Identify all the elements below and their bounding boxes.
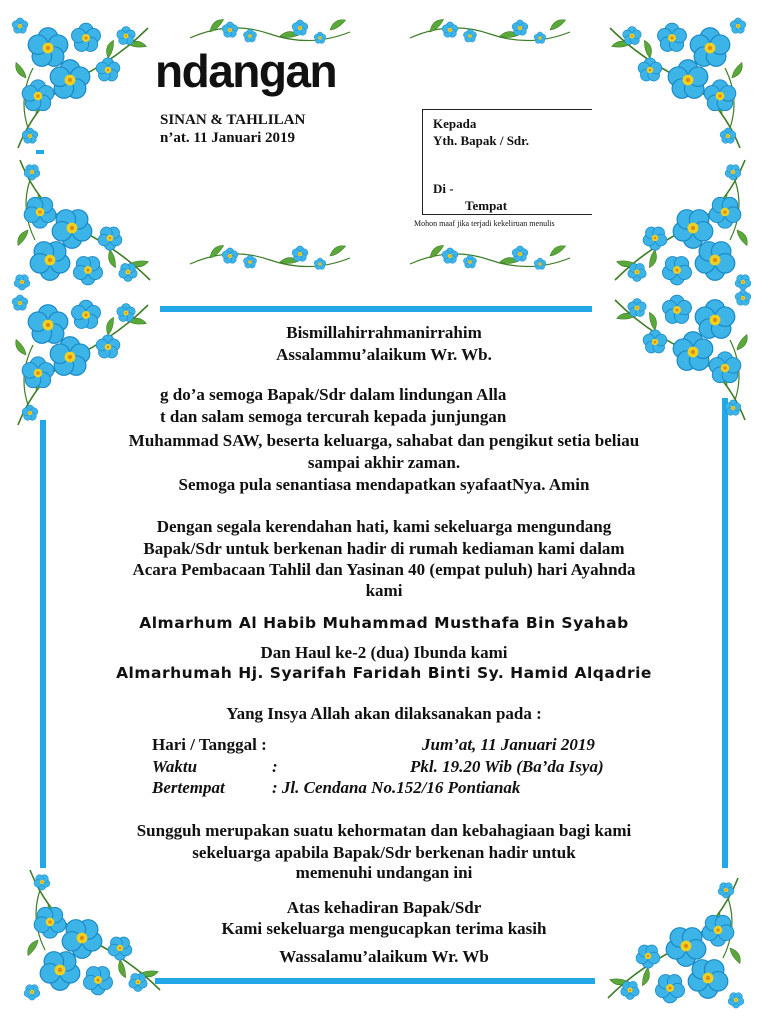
- address-at: Di -: [433, 181, 454, 196]
- closing-salam: Wassalamu’alaikum Wr. Wb: [279, 947, 489, 966]
- event-date-subtitle: n’at. 11 Januari 2019: [160, 130, 296, 146]
- flower-cluster-top-right: [600, 8, 750, 158]
- invitation-line-2: Bapak/Sdr untuk berkenan hadir di rumah kediaman kami dalam: [143, 539, 625, 558]
- day-value: Jum’at, 11 Januari 2019: [422, 735, 595, 754]
- event-subtitle: SINAN & TAHLILAN: [160, 112, 306, 128]
- flower-cluster-mid-right: [605, 150, 755, 300]
- thanks-line-1: Atas kehadiran Bapak/Sdr: [286, 898, 482, 917]
- prayer-line-1: g do’a semoga Bapak/Sdr dalam lindungan Alla: [160, 385, 507, 404]
- vine-mid-2: [380, 240, 600, 276]
- closing-para-line-3: memenuhi undangan ini: [295, 863, 473, 882]
- vine-mid-1: [160, 240, 380, 276]
- haul-line: Dan Haul ke-2 (dua) Ibunda kami: [260, 643, 508, 662]
- flower-cluster-top-left: [8, 8, 158, 158]
- frame-bottom-bar: [155, 978, 595, 984]
- closing-para-line-2: sekeluarga apabila Bapak/Sdr berkenan hadir untuk: [192, 843, 576, 862]
- closing-para-line-1: Sungguh merupakan suatu kehormatan dan kebahagiaan bagi kami: [136, 821, 632, 840]
- thanks-line-2: Kami sekeluarga mengucapkan terima kasih: [221, 919, 547, 938]
- day-label: Hari / Tanggal :: [152, 735, 267, 754]
- deceased-name-2: Almarhumah Hj. Syarifah Faridah Binti Sy. Hamid Alqadrie: [116, 664, 652, 682]
- time-value: Pkl. 19.20 Wib (Ba’da Isya): [410, 757, 604, 776]
- flower-cluster-mid-left: [10, 150, 160, 300]
- flower-cluster-bottom-right: [598, 868, 748, 1018]
- apology-note: Mohon maaf jika terjadi kekeliruan menulis: [414, 219, 555, 228]
- address-recipient: Yth. Bapak / Sdr.: [433, 133, 529, 148]
- place-label: Bertempat: [152, 778, 225, 797]
- prayer-line-4: sampai akhir zaman.: [307, 453, 461, 472]
- invitation-title: ndangan: [155, 45, 337, 97]
- prayer-line-5: Semoga pula senantiasa mendapatkan syafaatNya. Amin: [178, 475, 590, 494]
- schedule-intro: Yang Insya Allah akan dilaksanakan pada :: [226, 704, 542, 723]
- time-label: Waktu: [152, 757, 198, 776]
- prayer-line-2: t dan salam semoga tercurah kepada junjungan: [160, 407, 507, 426]
- prayer-line-3: Muhammad SAW, beserta keluarga, sahabat dan pengikut setia beliau: [128, 431, 640, 450]
- deceased-name-1: Almarhum Al Habib Muhammad Musthafa Bin Syahab: [139, 614, 629, 632]
- place-value: : Jl. Cendana No.152/16 Pontianak: [272, 778, 521, 797]
- frame-top-bar: [160, 306, 592, 312]
- address-box: [422, 109, 592, 215]
- time-colon: :: [272, 757, 278, 776]
- invitation-line-3: Acara Pembacaan Tahlil dan Yasinan 40 (empat puluh) hari Ayahnda: [132, 560, 636, 579]
- invitation-line-1: Dengan segala kerendahan hati, kami sekeluarga mengundang: [156, 517, 612, 536]
- invitation-line-4: kami: [365, 581, 403, 600]
- vine-top-2: [380, 14, 600, 50]
- address-place: Tempat: [465, 198, 508, 213]
- address-to: Kepada: [433, 116, 477, 131]
- greeting-line: Assalammu’alaikum Wr. Wb.: [276, 345, 492, 364]
- bismillah-line: Bismillahirrahmanirrahim: [286, 323, 482, 342]
